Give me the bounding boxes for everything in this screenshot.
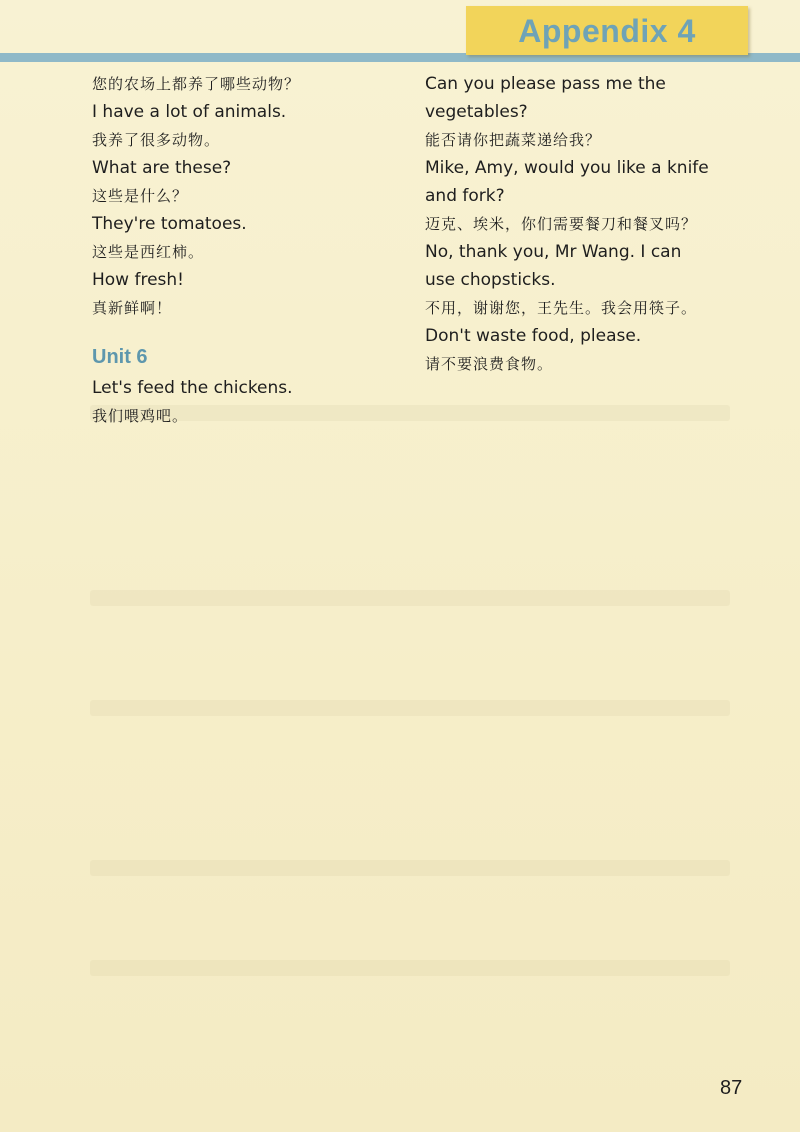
dialogue-line-zh: 我养了很多动物。 <box>92 131 221 149</box>
dialogue-line-en: vegetables? <box>425 102 528 122</box>
dialogue-line-en: and fork? <box>425 186 505 206</box>
dialogue-line-zh: 您的农场上都养了哪些动物？ <box>92 75 301 93</box>
dialogue-line-zh: 真新鲜啊！ <box>92 299 173 317</box>
bleed-through-shade <box>90 960 730 976</box>
dialogue-line-en: They're tomatoes. <box>92 214 247 234</box>
dialogue-line-en: Let's feed the chickens. <box>92 378 293 398</box>
dialogue-line-zh: 这些是什么？ <box>92 187 189 205</box>
dialogue-line-zh: 迈克、埃米，你们需要餐刀和餐叉吗？ <box>425 215 698 233</box>
left-column <box>92 70 412 430</box>
page-number: 87 <box>720 1077 743 1099</box>
dialogue-line-en: What are these? <box>92 158 232 178</box>
unit-heading: Unit 6 <box>92 346 148 368</box>
dialogue-line-zh: 请不要浪费食物。 <box>425 355 554 373</box>
dialogue-line-zh: 不用，谢谢您，王先生。我会用筷子。 <box>425 299 698 317</box>
dialogue-line-en: Mike, Amy, would you like a knife <box>425 158 709 178</box>
dialogue-line-en: Don't waste food, please. <box>425 326 642 346</box>
dialogue-line-en: Can you please pass me the <box>425 74 666 94</box>
dialogue-line-en: How fresh! <box>92 270 184 290</box>
bleed-through-shade <box>90 700 730 716</box>
dialogue-line-en: use chopsticks. <box>425 270 556 290</box>
dialogue-line-en: No, thank you, Mr Wang. I can <box>425 242 682 262</box>
dialogue-line-zh: 我们喂鸡吧。 <box>92 407 189 425</box>
dialogue-line-zh: 能否请你把蔬菜递给我？ <box>425 131 602 149</box>
right-column <box>425 70 755 378</box>
bleed-through-shade <box>90 590 730 606</box>
dialogue-line-en: I have a lot of animals. <box>92 102 287 122</box>
bleed-through-shade <box>90 860 730 876</box>
appendix-title: Appendix 4 <box>518 13 696 49</box>
dialogue-line-zh: 这些是西红柿。 <box>92 243 205 261</box>
